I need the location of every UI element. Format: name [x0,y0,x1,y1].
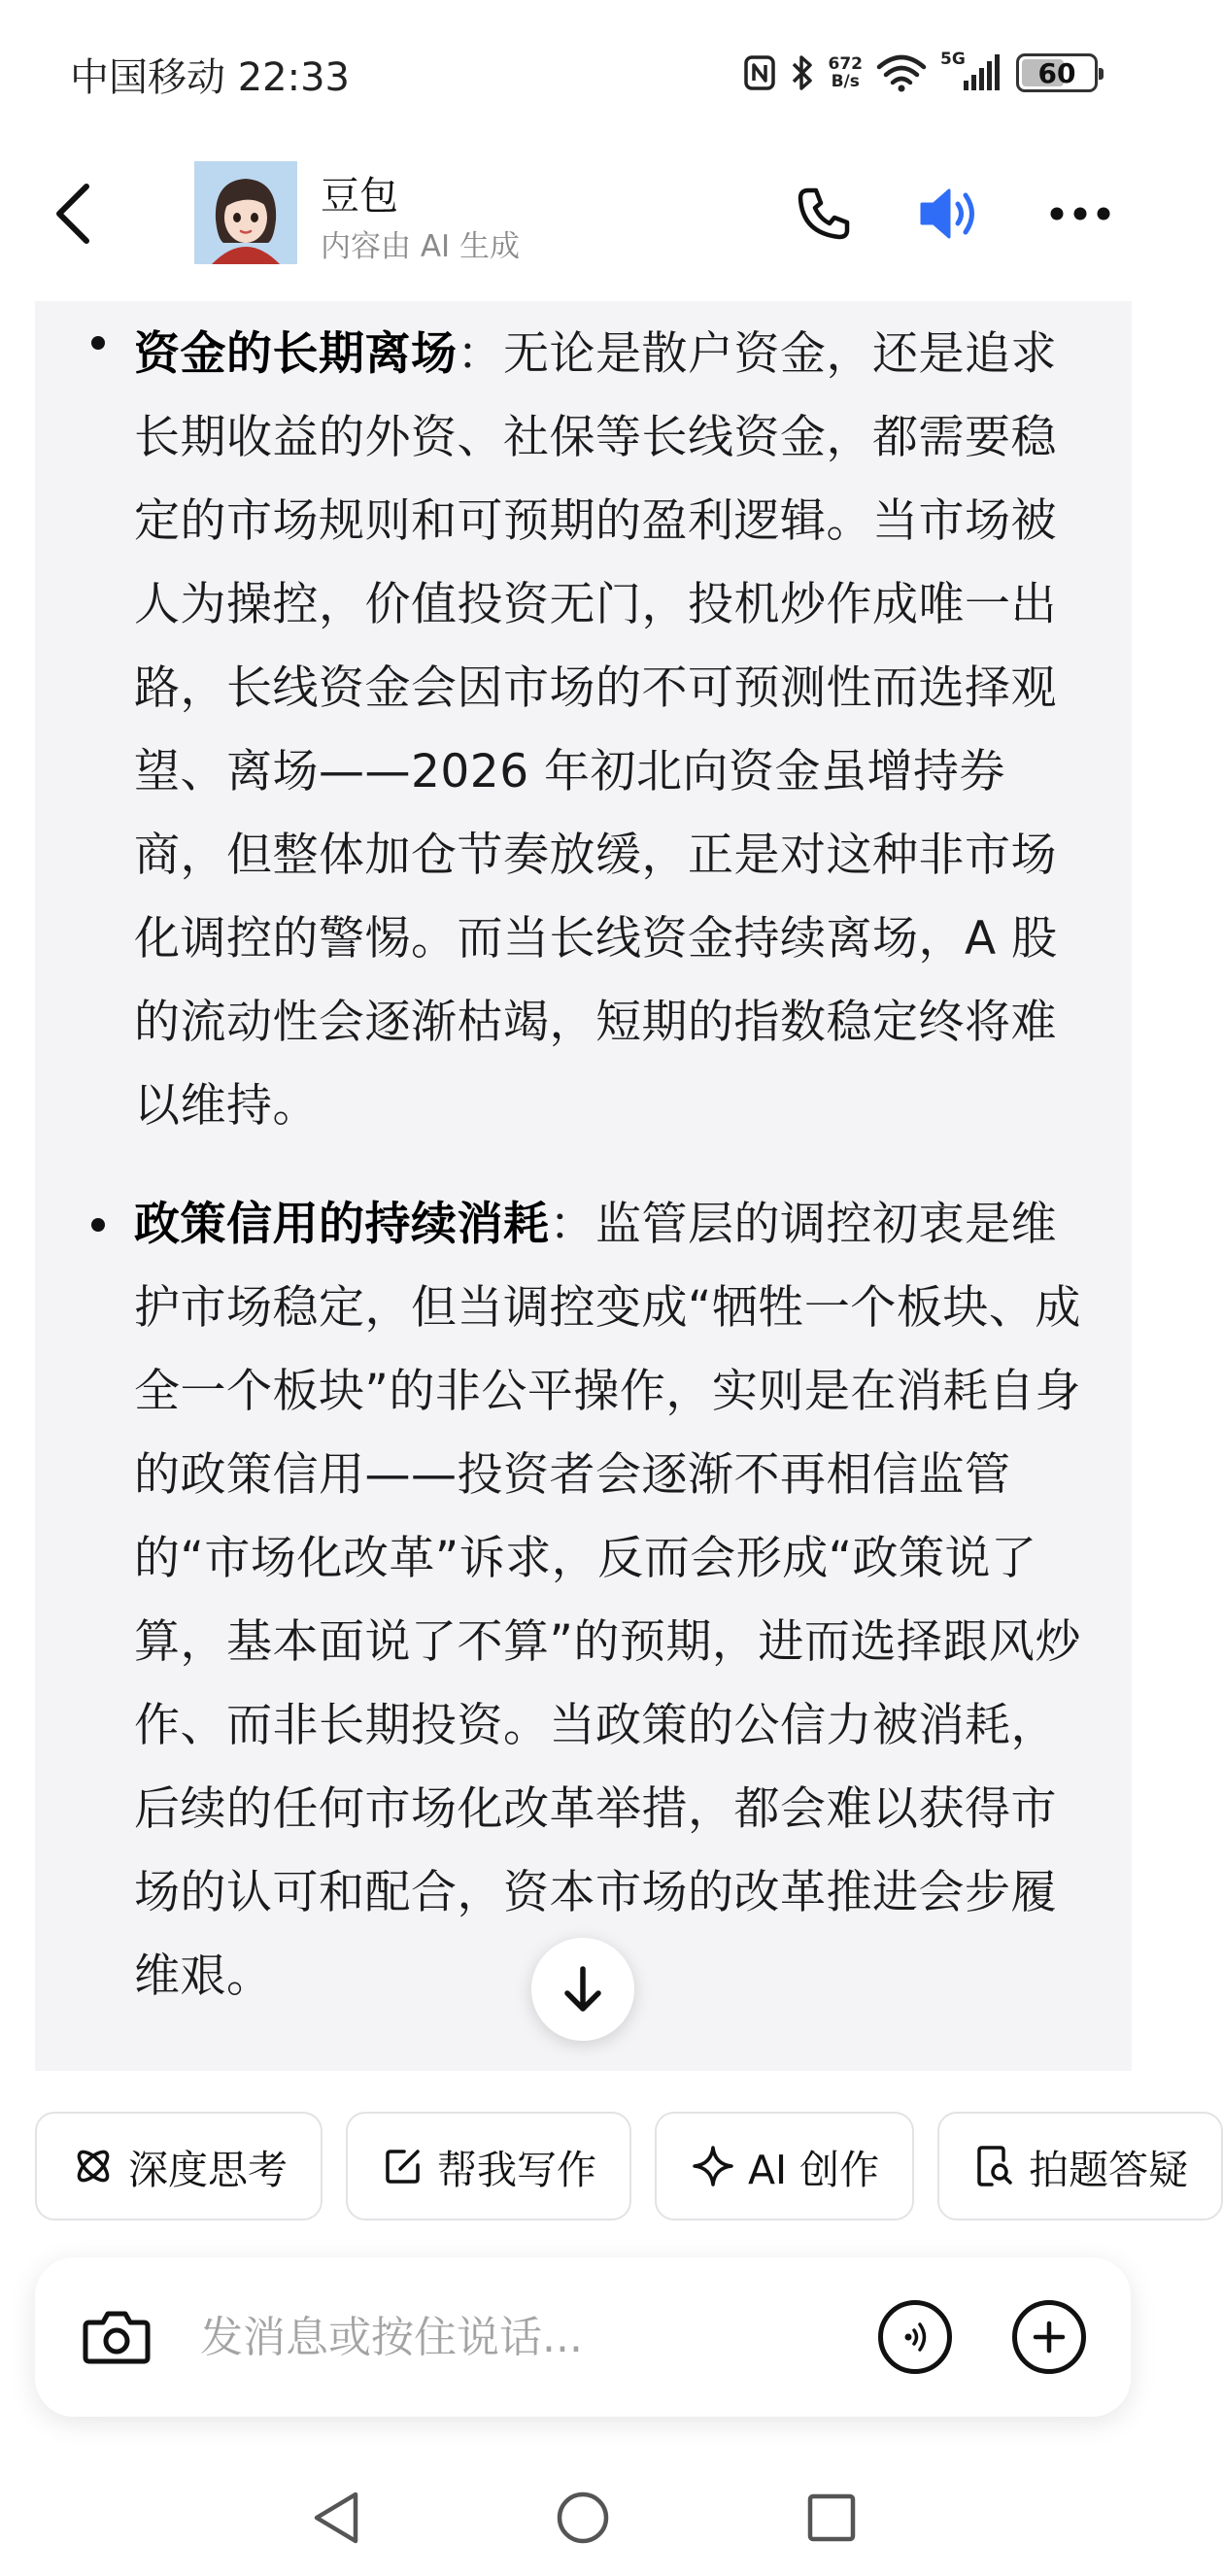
more-button[interactable] [1041,175,1119,253]
speaker-button[interactable] [911,175,989,253]
speaker-icon [916,185,984,243]
back-button[interactable] [39,175,107,253]
edit-icon [383,2146,424,2186]
shortcut-chips [35,2112,1201,2220]
status-bar [0,0,1166,146]
square-recents-icon [804,2491,859,2545]
wifi-icon [876,53,927,92]
signal-icon [940,53,1002,92]
ai-generated-label: 内容由 AI 生成 [321,229,521,264]
chip-photo-question[interactable] [937,2112,1223,2220]
bullet-text: ：监管层的调控初衷是维护市场稳定，但当调控变成“牺牲一个板块、成全一个板块”的非公平操作，实则是在消耗自身的政策信用——投资者会逐渐不再相信监管的“市场化改革”诉求，反而会形成“政策说了算，基本面说了不算”的预期，进而选择跟风炒作、而非长期投资。当政策的公信力被消耗，后续的任何市场化改革举措，都会难以获得市场的认可和配合，资本市场的改革推进会步履维艰。 [134,1198,1081,2003]
bluetooth-icon [790,53,815,92]
chat-header [0,146,1166,291]
nfc-icon [743,54,776,91]
chip-ai-create[interactable] [655,2112,914,2220]
voice-icon [896,2318,934,2356]
search-doc-icon [974,2145,1015,2187]
more-options-button[interactable] [1012,2300,1086,2374]
cellular-signal [940,50,1002,92]
message-content [35,301,1132,2071]
plus-icon [1030,2318,1069,2356]
message-input-bar [35,2257,1131,2417]
nav-back-button[interactable] [297,2479,375,2557]
phone-icon [795,185,853,243]
avatar[interactable] [194,161,297,264]
scroll-to-bottom-button[interactable] [531,1938,634,2041]
message-input[interactable] [200,2306,783,2368]
voice-input-button[interactable] [878,2300,952,2374]
nav-home-button[interactable] [544,2479,622,2557]
net-speed: 672 B/s [828,54,863,91]
triangle-back-icon [309,2489,363,2547]
list-item [35,301,1132,1148]
atom-icon [72,2145,115,2187]
carrier-time: 中国移动 22:33 [70,55,350,100]
list-item [35,1183,1132,2018]
bot-name: 豆包 [321,174,398,219]
system-nav-bar [0,2467,1166,2576]
bot-avatar-icon [194,161,297,264]
chevron-left-icon [53,183,92,245]
chip-label: AI 创作 [748,2146,880,2193]
bullet-title: 资金的长期离场 [134,327,458,381]
chip-writing[interactable] [346,2112,631,2220]
bullet-text: ：无论是散户资金，还是追求长期收益的外资、社保等长线资金，都需要稳定的市场规则和可预期的盈利逻辑。当市场被人为操控，价值投资无门，投机炒作成唯一出路，长线资金会因市场的不可预测性而选择观望、离场——2026 年初北向资金虽增持券商，但整体加仓节奏放缓，正是对这种非市场化调控的警惕。而当长线资金持续离场，A 股的流动性会逐渐枯竭，短期的指数稳定终将难以维持。 [134,327,1058,1133]
circle-home-icon [554,2489,612,2547]
sparkle-icon [692,2145,734,2187]
call-button[interactable] [785,175,863,253]
arrow-down-icon [561,1965,604,2014]
chip-label: 帮我写作 [437,2146,596,2193]
chip-deep-thinking[interactable] [35,2112,323,2220]
bullet-title: 政策信用的持续消耗 [134,1198,550,1251]
status-icons [743,49,1099,97]
more-icon [1049,206,1111,221]
battery-indicator: 60 [1016,53,1098,92]
network-type: 5G [940,50,966,69]
nav-recents-button[interactable] [793,2479,870,2557]
camera-icon [82,2307,152,2367]
bullet-list [35,301,1132,2018]
chip-label: 拍题答疑 [1029,2146,1189,2193]
chip-label: 深度思考 [128,2146,288,2193]
camera-button[interactable] [78,2298,155,2376]
battery-tip [1099,68,1104,80]
